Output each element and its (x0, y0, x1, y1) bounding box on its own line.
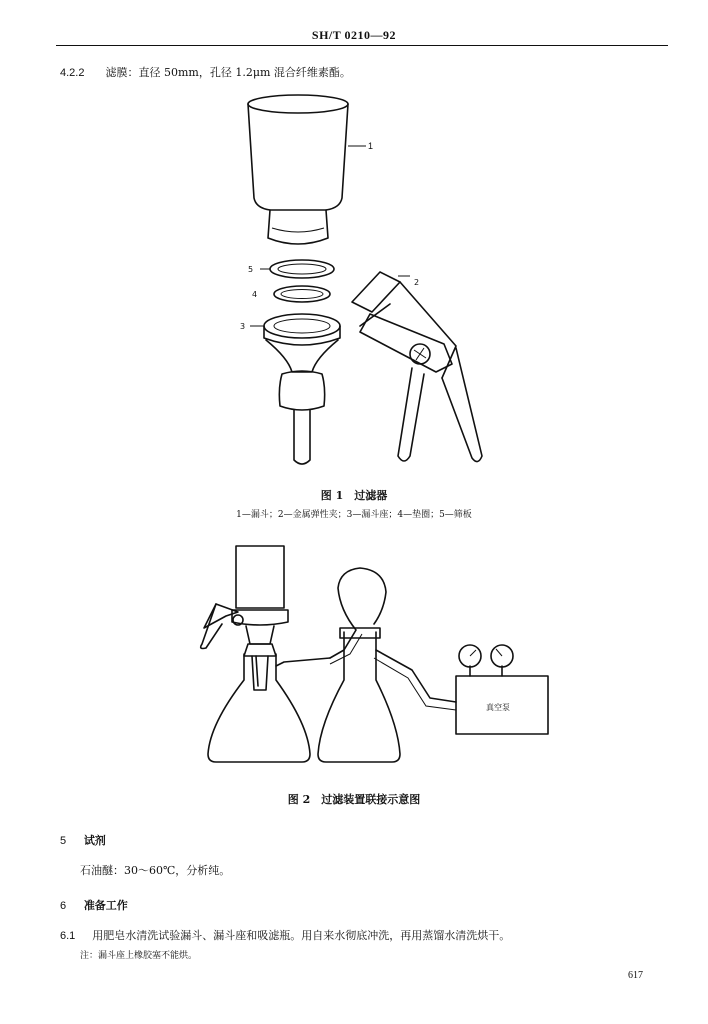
vacuum-pump (456, 645, 548, 734)
figure1-filter-drawing (230, 88, 510, 480)
section-5-item: 石油醚：30～60℃，分析纯。 (80, 864, 231, 877)
funnel (232, 546, 288, 644)
section-6-heading (60, 897, 128, 913)
callout-3: 3 (240, 322, 246, 331)
funnel-part-1 (248, 95, 348, 244)
vacuum-pump-label: 真空泵 (486, 703, 510, 712)
callout-1: 1 (368, 141, 374, 151)
section-6-title: 准备工作 (83, 899, 128, 912)
section-5-title: 试剂 (83, 834, 106, 847)
header-rule (56, 45, 668, 46)
funnel-base (244, 644, 276, 690)
figure1-title: 图 1 过滤器 (320, 489, 388, 502)
funnel-base-part-3 (264, 314, 340, 464)
clause-6-1-text: 用肥皂水清洗试验漏斗、漏斗座和吸滤瓶。用自来水彻底冲洗，再用蒸馏水清洗烘干。 (92, 929, 511, 942)
callout-4: 4 (252, 290, 258, 299)
clause-number: 4.2.2 (60, 67, 85, 79)
clause-6-1 (60, 927, 510, 943)
figure2-title: 图 2 过滤装置联接示意图 (287, 793, 421, 806)
metal-spring-clamp-part-2 (352, 272, 482, 462)
screen-plate-part-5 (270, 260, 334, 278)
note: 注：漏斗座上橡胶塞不能烘。 (80, 951, 198, 961)
section-5-number: 5 (60, 835, 67, 847)
clause-text: 滤膜：直径 50mm，孔径 1.2μm 混合纤维素酯。 (105, 66, 351, 79)
figure2-filtration-setup-drawing (180, 540, 560, 772)
section-5-heading (60, 832, 106, 848)
page-number: 617 (628, 970, 643, 981)
trap-flask (318, 628, 400, 762)
filter-flask (208, 654, 330, 762)
clause-4-2-2 (60, 64, 351, 80)
figure1-legend: 1—漏斗；2—金属弹性夹；3—漏斗座；4—垫圈；5—筛板 (236, 510, 472, 520)
callout-2: 2 (414, 278, 420, 287)
section-6-number: 6 (60, 900, 67, 912)
clause-6-1-number: 6.1 (60, 930, 76, 942)
callout-5: 5 (248, 265, 254, 274)
gasket-part-4 (274, 286, 330, 302)
clamp (201, 604, 243, 649)
standard-code-header: SH/T 0210—92 (311, 28, 397, 42)
